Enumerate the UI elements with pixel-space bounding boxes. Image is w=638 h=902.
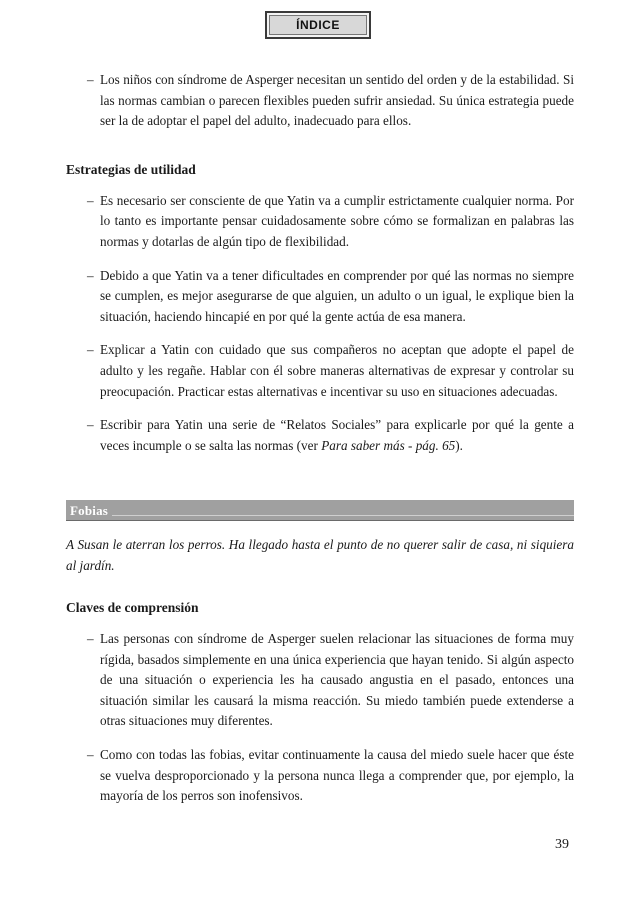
list-item: [66, 266, 574, 328]
list-item-text-start: Escribir para Yatin una serie de “Relatos Sociales” para explicarle por qué la gente a veces incumple o se salta las normas (ver: [100, 417, 574, 453]
list-item-text: Debido a que Yatin va a tener dificultades en comprender por qué las normas no siempre se cumplen, es mejor asegurarse de que alguien, un adulto o un igual, le explique bien la situación, haciendo hincapié en por qué la gente actúa de esa manera.: [100, 267, 574, 324]
list-item-text: Las personas con síndrome de Asperger suelen relacionar las situaciones de forma muy rígida, basados simplemente en una única experiencia que hayan tenido. Si algún aspecto de una situación o experiencia les ha causado angustia en el pasado, entonces una situación similar les causará la misma reacción. Su miedo también puede extenderse a otras situaciones muy diferentes.: [100, 631, 574, 729]
list-item-text: Explicar a Yatin con cuidado que sus compañeros no aceptan que adopte el papel de adulto y les regañe. Hablar con él sobre maneras alternativas de expresar y controlar su preocupación. Practicar estas alternativas e incentivar su uso en situaciones adecuadas.: [100, 342, 574, 399]
dash-marker: –: [87, 417, 94, 433]
list-item: [66, 191, 574, 253]
section-heading-understanding: Claves de comprensión: [66, 600, 199, 615]
dash-marker: –: [87, 267, 94, 283]
dash-marker: –: [87, 72, 94, 87]
list-item: [66, 629, 574, 732]
dash-marker: –: [87, 631, 94, 646]
cross-reference-link[interactable]: Para saber más - pág. 65: [321, 437, 456, 453]
page-number: 39: [555, 837, 569, 852]
list-item: [66, 70, 574, 132]
band-title: Fobias: [70, 503, 109, 518]
dash-marker: –: [87, 342, 94, 358]
case-description: A Susan le aterran los perros. Ha llegado hasta el punto de no querer salir de casa, ni siquiera al jardín.: [66, 537, 574, 573]
band-divider: [112, 515, 574, 516]
dash-marker: –: [87, 192, 94, 208]
list-item: [66, 340, 574, 402]
index-button[interactable]: ÍNDICE: [265, 11, 371, 39]
list-item-text: Los niños con síndrome de Asperger necesitan un sentido del orden y de la estabilidad. Si las normas cambian o parecen flexibles pueden sufrir ansiedad. Su única estrategia puede ser la de adoptar el papel del adulto, inadecuado para ellos.: [100, 72, 574, 129]
section-band-fobias: [66, 500, 574, 521]
list-item-text: Es necesario ser consciente de que Yatin va a cumplir estrictamente cualquier norma. Por lo tanto es importante pensar cuidadosamente sobre cómo se formalizan en palabras las normas y dotarlas de algún tipo de flexibilidad.: [100, 192, 574, 249]
dash-marker: –: [87, 746, 94, 762]
upper-content: [66, 70, 574, 469]
list-item: [66, 415, 574, 456]
section-heading-strategies: Estrategias de utilidad: [66, 161, 196, 177]
list-item-text: Como con todas las fobias, evitar continuamente la causa del miedo suele hacer que éste se vuelva desproporcionado y la persona nunca llega a comprender que, por ejemplo, la mayoría de los perros son inofensivos.: [100, 746, 574, 804]
lower-content: [66, 598, 574, 820]
list-item: [66, 745, 574, 807]
list-item-text-end: ).: [455, 437, 463, 453]
